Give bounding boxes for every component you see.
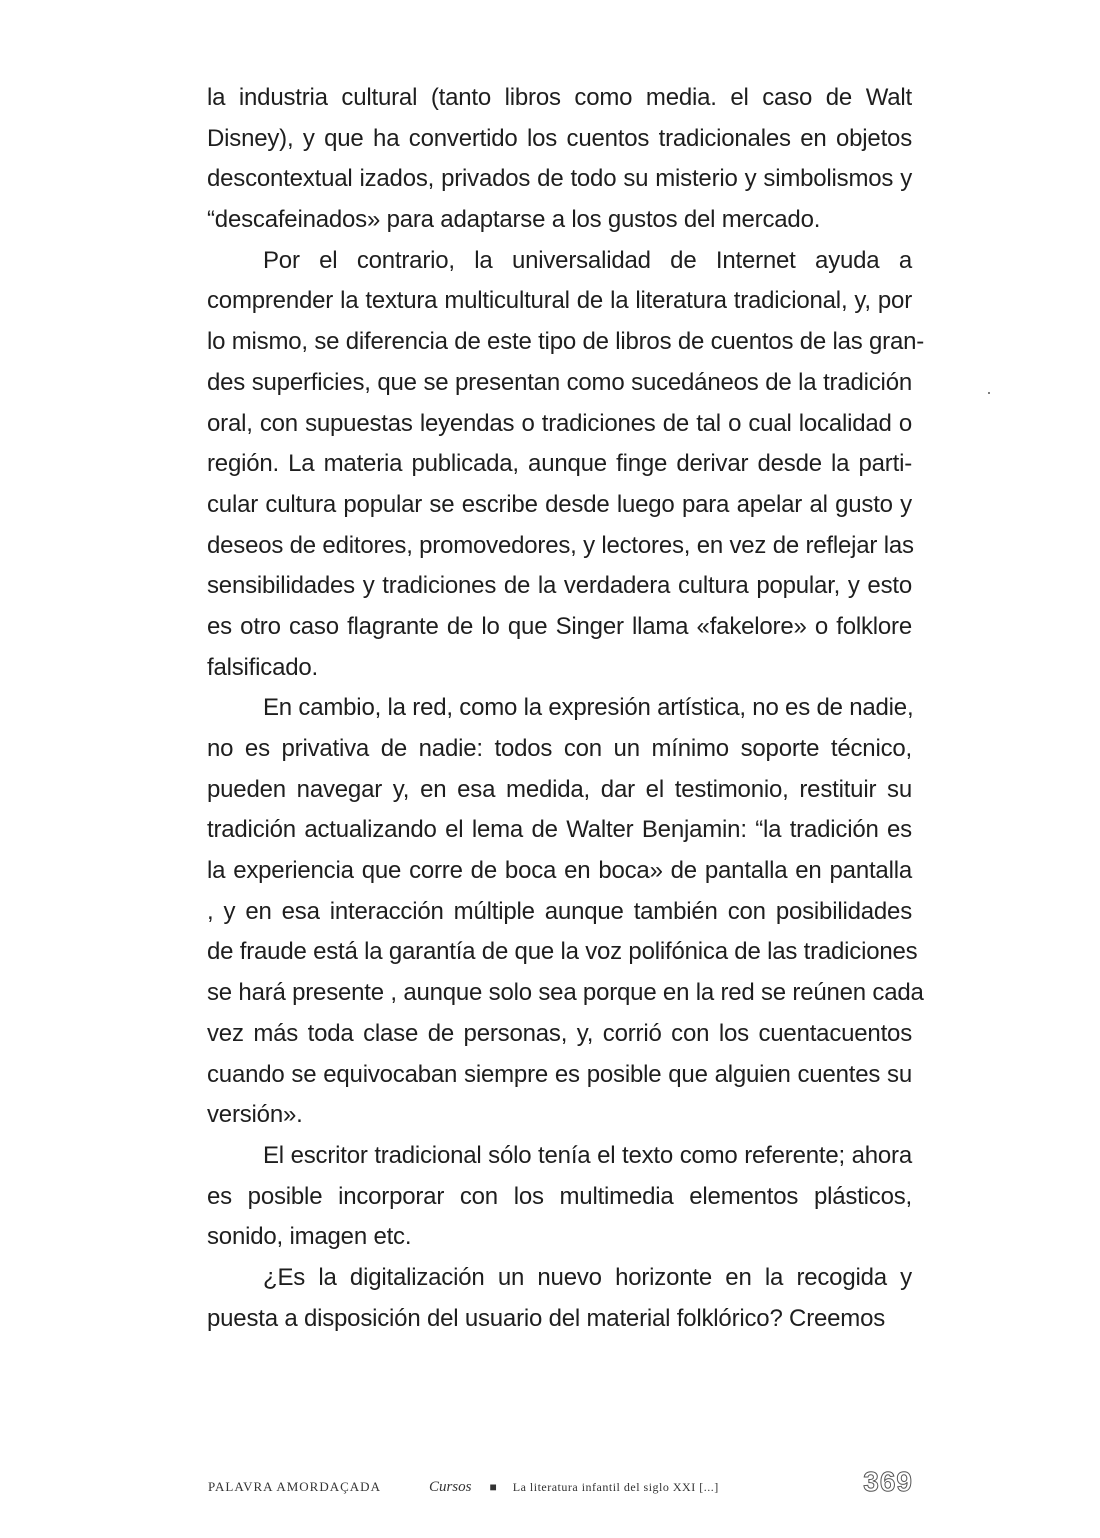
footer-separator: ■ xyxy=(489,1480,497,1494)
text-line: sensibilidades y tradiciones de la verdadera cultura popular, y esto xyxy=(207,572,912,600)
text-line: falsificado. xyxy=(207,653,318,681)
paragraph xyxy=(207,78,912,241)
text-line: cuando se equivocaban siempre es posible que alguien cuentes su xyxy=(207,1060,912,1088)
page-footer xyxy=(208,1466,913,1496)
text-line: pueden navegar y, en esa medida, dar el testimonio, restituir su xyxy=(207,775,912,803)
text-line: oral, con supuestas leyendas o tradiciones de tal o cual localidad o xyxy=(207,409,912,437)
paragraph xyxy=(207,688,924,1136)
text-line: descontextual izados, privados de todo su misterio y simbolismos y xyxy=(207,165,912,193)
body-text xyxy=(207,78,925,1339)
text-line: es posible incorporar con los multimedia elementos plásticos, xyxy=(207,1182,912,1210)
text-line: Por el contrario, la universalidad de Internet ayuda a xyxy=(263,246,912,274)
text-line: El escritor tradicional sólo tenía el texto como referente; ahora xyxy=(263,1141,912,1169)
text-line: des superficies, que se presentan como sucedáneos de la tradición xyxy=(207,368,912,396)
text-line: cular cultura popular se escribe desde luego para apelar al gusto y xyxy=(207,490,912,518)
text-line: comprender la textura multicultural de la literatura tradicional, y, por xyxy=(207,287,912,315)
text-line: puesta a disposición del usuario del material folklórico? Creemos xyxy=(207,1304,886,1332)
footer-article-title: La literatura infantil del siglo XXI [...] xyxy=(512,1480,719,1494)
footer-journal-title: PALAVRA AMORDAÇADA xyxy=(208,1479,381,1494)
text-line: “descafeinados» para adaptarse a los gustos del mercado. xyxy=(207,206,821,234)
text-line: la industria cultural (tanto libros como media. el caso de Walt xyxy=(207,84,912,111)
text-line: no es privativa de nadie: todos con un mínimo soporte técnico, xyxy=(207,735,912,762)
paragraph xyxy=(207,1136,912,1258)
text-line: En cambio, la red, como la expresión artística, no es de nadie, xyxy=(263,694,914,722)
text-line: lo mismo, se diferencia de este tipo de libros de cuentos de las gran- xyxy=(207,328,925,356)
text-line: es otro caso flagrante de lo que Singer llama «fakelore» o folklore xyxy=(207,612,912,640)
text-line: deseos de editores, promovedores, y lectores, en vez de reflejar las xyxy=(207,531,914,559)
text-line: región. La materia publicada, aunque finge derivar desde la parti- xyxy=(207,450,912,478)
text-line: Disney), y que ha convertido los cuentos tradicionales en objetos xyxy=(207,124,912,152)
text-line: versión». xyxy=(207,1101,303,1129)
paragraph xyxy=(207,241,925,689)
stray-mark xyxy=(988,392,990,394)
text-line: vez más toda clase de personas, y, corrió con los cuentacuentos xyxy=(207,1019,912,1047)
text-line: , y en esa interacción múltiple aunque también con posibilidades xyxy=(207,897,912,925)
footer-section: Cursos xyxy=(428,1479,472,1495)
text-line: ¿Es la digitalización un nuevo horizonte en la recogida y xyxy=(263,1263,912,1291)
text-line: la experiencia que corre de boca en boca» de pantalla en pantalla xyxy=(207,857,912,885)
text-line: tradición actualizando el lema de Walter Benjamin: “la tradición es xyxy=(207,816,912,844)
text-line: de fraude está la garantía de que la voz polifónica de las tradiciones xyxy=(207,938,918,966)
text-line: se hará presente , aunque solo sea porque en la red se reúnen cada xyxy=(207,979,924,1007)
text-line: sonido, imagen etc. xyxy=(207,1223,412,1251)
paragraph xyxy=(207,1258,912,1339)
page-number: 369 xyxy=(863,1466,913,1497)
